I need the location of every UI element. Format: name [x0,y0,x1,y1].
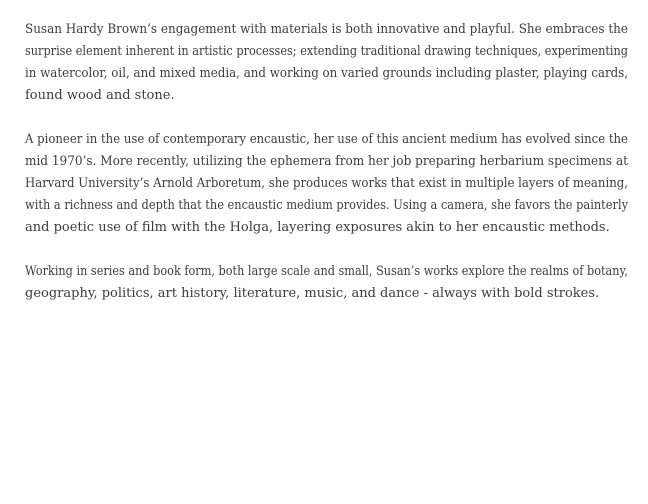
bio-paragraph-materials [25,19,628,107]
bio-line: in watercolor, oil, and mixed media, and working on varied grounds including plaster, playing cards, [25,66,629,81]
bio-line: mid 1970’s. More recently, utilizing the ephemera from her job preparing herbarium specimens at [25,154,628,169]
bio-line: and poetic use of film with the Holga, layering exposures akin to her encaustic methods. [25,220,610,235]
bio-paragraph-series [25,261,628,305]
bio-line: A pioneer in the use of contemporary encaustic, her use of this ancient medium has evolved since the [25,132,628,147]
bio-paragraph-encaustic [25,129,628,239]
bio-line: with a richness and depth that the encaustic medium provides. Using a camera, she favors the painterly [25,198,629,213]
bio-line: Susan Hardy Brown’s engagement with materials is both innovative and playful. She embraces the [25,22,628,37]
bio-line: surprise element inherent in artistic processes; extending traditional drawing techniques, experimenting [25,44,629,59]
bio-line: found wood and stone. [25,88,175,103]
bio-line: Working in series and book form, both large scale and small, Susan’s works explore the realms of botany, [25,264,628,279]
bio-line: geography, politics, art history, literature, music, and dance - always with bold strokes. [25,286,600,301]
bio-line: Harvard University’s Arnold Arboretum, she produces works that exist in multiple layers of meaning, [25,176,628,191]
